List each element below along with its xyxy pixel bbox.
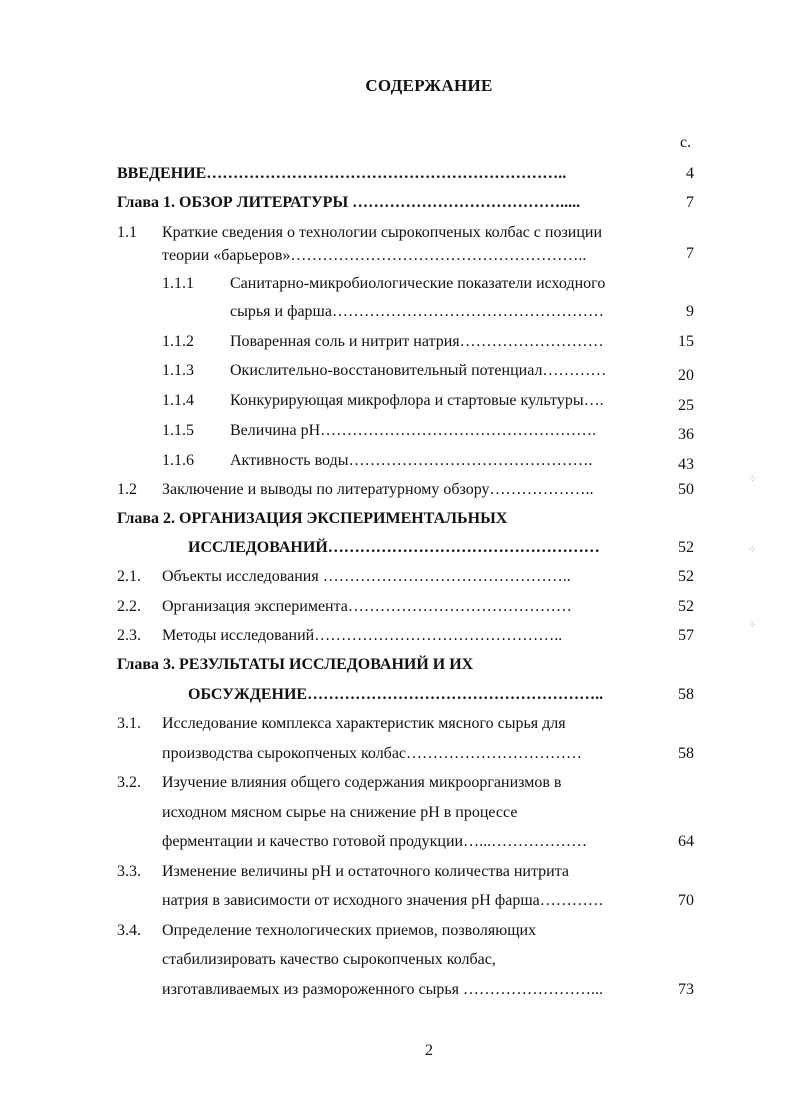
toc-line: ВВЕДЕНИЕ…………………………………………………………..	[117, 165, 567, 182]
toc-line: сырья и фарша……………………………………………	[230, 303, 604, 320]
toc-line: Краткие сведения о технологии сырокопченых колбас с позиции	[162, 224, 603, 241]
scan-artifact-mark: ⁘	[748, 620, 757, 631]
toc-line: Глава 3. РЕЗУЛЬТАТЫ ИССЛЕДОВАНИЙ И ИХ	[117, 656, 474, 673]
toc-page-number: 52	[678, 539, 694, 556]
toc-line: стабилизировать качество сырокопченых колбас,	[162, 951, 496, 968]
toc-page-number: 70	[678, 892, 694, 909]
toc-page-number: 7	[686, 245, 694, 262]
toc-line: ферментации и качество готовой продукции…...………………	[162, 833, 588, 850]
toc-line: Глава 2. ОРГАНИЗАЦИЯ ЭКСПЕРИМЕНТАЛЬНЫХ	[117, 510, 508, 527]
toc-line: Активность воды……………………………………….	[230, 452, 593, 469]
toc-line: теории «барьеров»………………………………………………..	[162, 247, 587, 264]
toc-line: Величина pH…………………………………………….	[230, 422, 597, 439]
toc-number: 1.1.4	[162, 392, 194, 409]
toc-page-number: 43	[678, 456, 694, 473]
toc-line: Санитарно-микробиологические показатели исходного	[230, 275, 606, 292]
toc-line: Организация эксперимента……………………………………	[162, 598, 572, 615]
toc-number: 2.2.	[117, 598, 141, 615]
toc-page-number: 58	[678, 686, 694, 703]
toc-number: 1.1.1	[162, 275, 194, 292]
toc-page-number: 20	[678, 367, 694, 384]
toc-line: ОБСУЖДЕНИЕ………………………………………………..	[188, 686, 604, 703]
toc-page-number: 52	[678, 598, 694, 615]
toc-page-number: 4	[686, 165, 694, 182]
toc-number: 2.3.	[117, 627, 141, 644]
toc-page-number: 36	[678, 426, 694, 443]
toc-page-number: 52	[678, 568, 694, 585]
toc-line: производства сырокопченых колбас……………………………	[162, 745, 583, 762]
toc-line: Конкурирующая микрофлора и стартовые культуры….	[230, 392, 604, 409]
toc-line: Изучение влияния общего содержания микроорганизмов в	[162, 774, 562, 791]
scan-artifact-mark: ⁘	[748, 474, 757, 485]
toc-number: 1.2	[117, 481, 137, 498]
toc-number: 3.3.	[117, 863, 141, 880]
toc-line: ИССЛЕДОВАНИЙ……………………………………………	[188, 539, 600, 556]
toc-line: Окислительно-восстановительный потенциал…………	[230, 362, 607, 379]
toc-page-number: 58	[678, 745, 694, 762]
toc-page-number: 64	[678, 833, 694, 850]
toc-number: 1.1.3	[162, 362, 194, 379]
toc-number: 1.1.5	[162, 422, 194, 439]
toc-page-number: 50	[678, 481, 694, 498]
toc-page-number: 9	[686, 303, 694, 320]
toc-line: исходном мясном сырье на снижение pH в процессе	[162, 804, 518, 821]
toc-line: изготавливаемых из размороженного сырья ……………………...	[162, 981, 603, 998]
toc-line: Поваренная соль и нитрит натрия………………………	[230, 333, 604, 350]
toc-line: Заключение и выводы по литературному обзору………………..	[162, 481, 594, 498]
toc-line: Методы исследований………………………………………..	[162, 627, 563, 644]
toc-number: 3.1.	[117, 715, 141, 732]
scan-artifact-mark: ⁘	[748, 545, 757, 556]
toc-page-number: 25	[678, 397, 694, 414]
page-title: СОДЕРЖАНИЕ	[365, 76, 493, 95]
toc-number: 3.2.	[117, 774, 141, 791]
toc-number: 1.1	[117, 224, 137, 241]
toc-number: 1.1.6	[162, 452, 194, 469]
page-number-footer: 2	[425, 1042, 433, 1059]
page-column-label: с.	[680, 134, 692, 151]
toc-number: 2.1.	[117, 568, 141, 585]
toc-number: 3.4.	[117, 922, 141, 939]
toc-page-number: 57	[678, 627, 694, 644]
toc-page-number: 15	[678, 333, 694, 350]
toc-line: Определение технологических приемов, позволяющих	[162, 922, 537, 939]
toc-line: натрия в зависимости от исходного значения pH фарша…………	[162, 892, 604, 909]
toc-line: Объекты исследования ………………………………………..	[162, 568, 571, 585]
toc-page-number: 7	[686, 194, 694, 211]
toc-line: Изменение величины pH и остаточного количества нитрита	[162, 863, 569, 880]
toc-line: Исследование комплекса характеристик мясного сырья для	[162, 715, 566, 732]
toc-number: 1.1.2	[162, 333, 194, 350]
toc-line: Глава 1. ОБЗОР ЛИТЕРАТУРЫ ………………………………….....	[117, 194, 581, 211]
toc-page-number: 73	[678, 981, 694, 998]
